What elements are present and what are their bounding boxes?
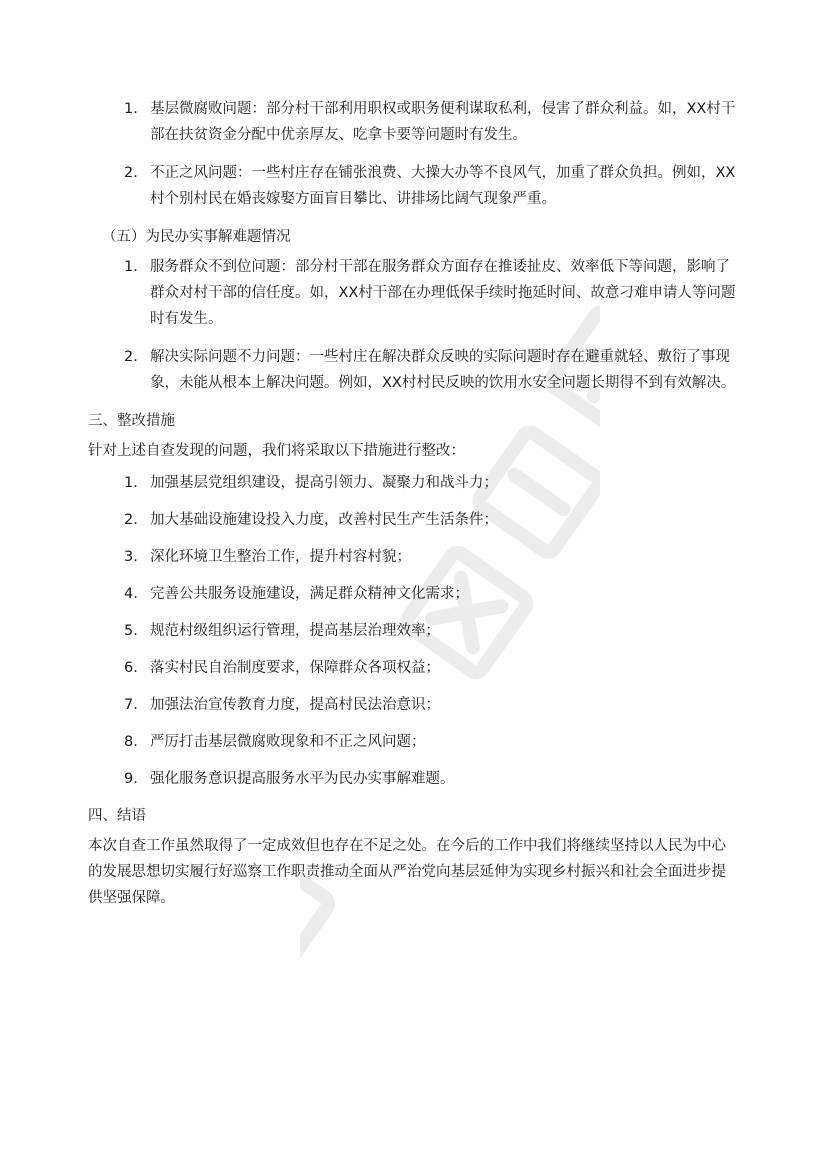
- item-text: 不正之风问题：一些村庄存在铺张浪费、大操大办等不良风气，加重了群众负担。例如，XX村个别村民在婚丧嫁娶方面盲目攀比、讲排场比阔气现象严重。: [150, 165, 736, 207]
- measures-list: [88, 470, 738, 792]
- item-text: 加大基础设施建设投入力度，改善村民生产生活条件；: [150, 512, 498, 528]
- list-item: [88, 692, 738, 718]
- item-text: 强化服务意识提高服务水平为民办实事解难题。: [150, 771, 455, 787]
- item-number: 3.: [124, 549, 138, 565]
- list-item: [88, 581, 738, 607]
- list-item: [88, 160, 738, 212]
- item-number: 4.: [124, 586, 138, 602]
- item-number: 1.: [124, 475, 138, 491]
- item-text: 服务群众不到位问题：部分村干部在服务群众方面存在推诿扯皮、效率低下等问题，影响了群众对村干部的信任度。如，XX村干部在办理低保手续时拖延时间、故意刁难申请人等问题时有发生。: [150, 259, 736, 327]
- item-number: 1.: [124, 259, 138, 275]
- list-item: [88, 544, 738, 570]
- item-text: 深化环境卫生整治工作，提升村容村貌；: [150, 549, 411, 565]
- item-number: 2.: [124, 349, 138, 365]
- list-item: [88, 470, 738, 496]
- item-number: 9.: [124, 771, 138, 787]
- item-text: 完善公共服务设施建设，满足群众精神文化需求；: [150, 586, 469, 602]
- section4-list: [88, 96, 738, 212]
- item-number: 2.: [124, 512, 138, 528]
- measures-heading: 三、整改措施: [88, 413, 175, 429]
- item-text: 基层微腐败问题：部分村干部利用职权或职务便利谋取私利，侵害了群众利益。如，XX村干部在扶贫资金分配中优亲厚友、吃拿卡要等问题时有发生。: [150, 101, 736, 143]
- list-item: [88, 729, 738, 755]
- conclusion-heading: 四、结语: [88, 808, 146, 824]
- item-number: 6.: [124, 660, 138, 676]
- conclusion-text: 本次自查工作虽然取得了一定成效但也存在不足之处。在今后的工作中我们将继续坚持以人民为中心的发展思想切实履行好巡察工作职责推动全面从严治党向基层延伸为实现乡村振兴和社会全面进步提供坚强保障。: [88, 838, 726, 906]
- item-text: 规范村级组织运行管理，提高基层治理效率；: [150, 623, 440, 639]
- list-item: [88, 655, 738, 681]
- document-content: [88, 96, 738, 917]
- item-number: 5.: [124, 623, 138, 639]
- list-item: [88, 766, 738, 792]
- measures-intro: 针对上述自查发现的问题，我们将采取以下措施进行整改：: [88, 443, 465, 459]
- list-item: [88, 254, 738, 332]
- section5-list: [88, 254, 738, 396]
- list-item: [88, 507, 738, 533]
- item-number: 1.: [124, 101, 138, 117]
- list-item: [88, 96, 738, 148]
- item-text: 严厉打击基层微腐败现象和不正之风问题；: [150, 734, 426, 750]
- item-text: 落实村民自治制度要求，保障群众各项权益；: [150, 660, 440, 676]
- item-number: 2.: [124, 165, 138, 181]
- item-number: 8.: [124, 734, 138, 750]
- item-text: 解决实际问题不力问题：一些村庄在解决群众反映的实际问题时存在避重就轻、敷衍了事现象，未能从根本上解决问题。例如，XX村村民反映的饮用水安全问题长期得不到有效解决。: [150, 349, 736, 391]
- section5-heading: （五）为民办实事解难题情况: [102, 229, 291, 245]
- item-number: 7.: [124, 697, 138, 713]
- list-item: [88, 618, 738, 644]
- item-text: 加强基层党组织建设，提高引领力、凝聚力和战斗力；: [150, 475, 498, 491]
- list-item: [88, 344, 738, 396]
- item-text: 加强法治宣传教育力度，提高村民法治意识；: [150, 697, 440, 713]
